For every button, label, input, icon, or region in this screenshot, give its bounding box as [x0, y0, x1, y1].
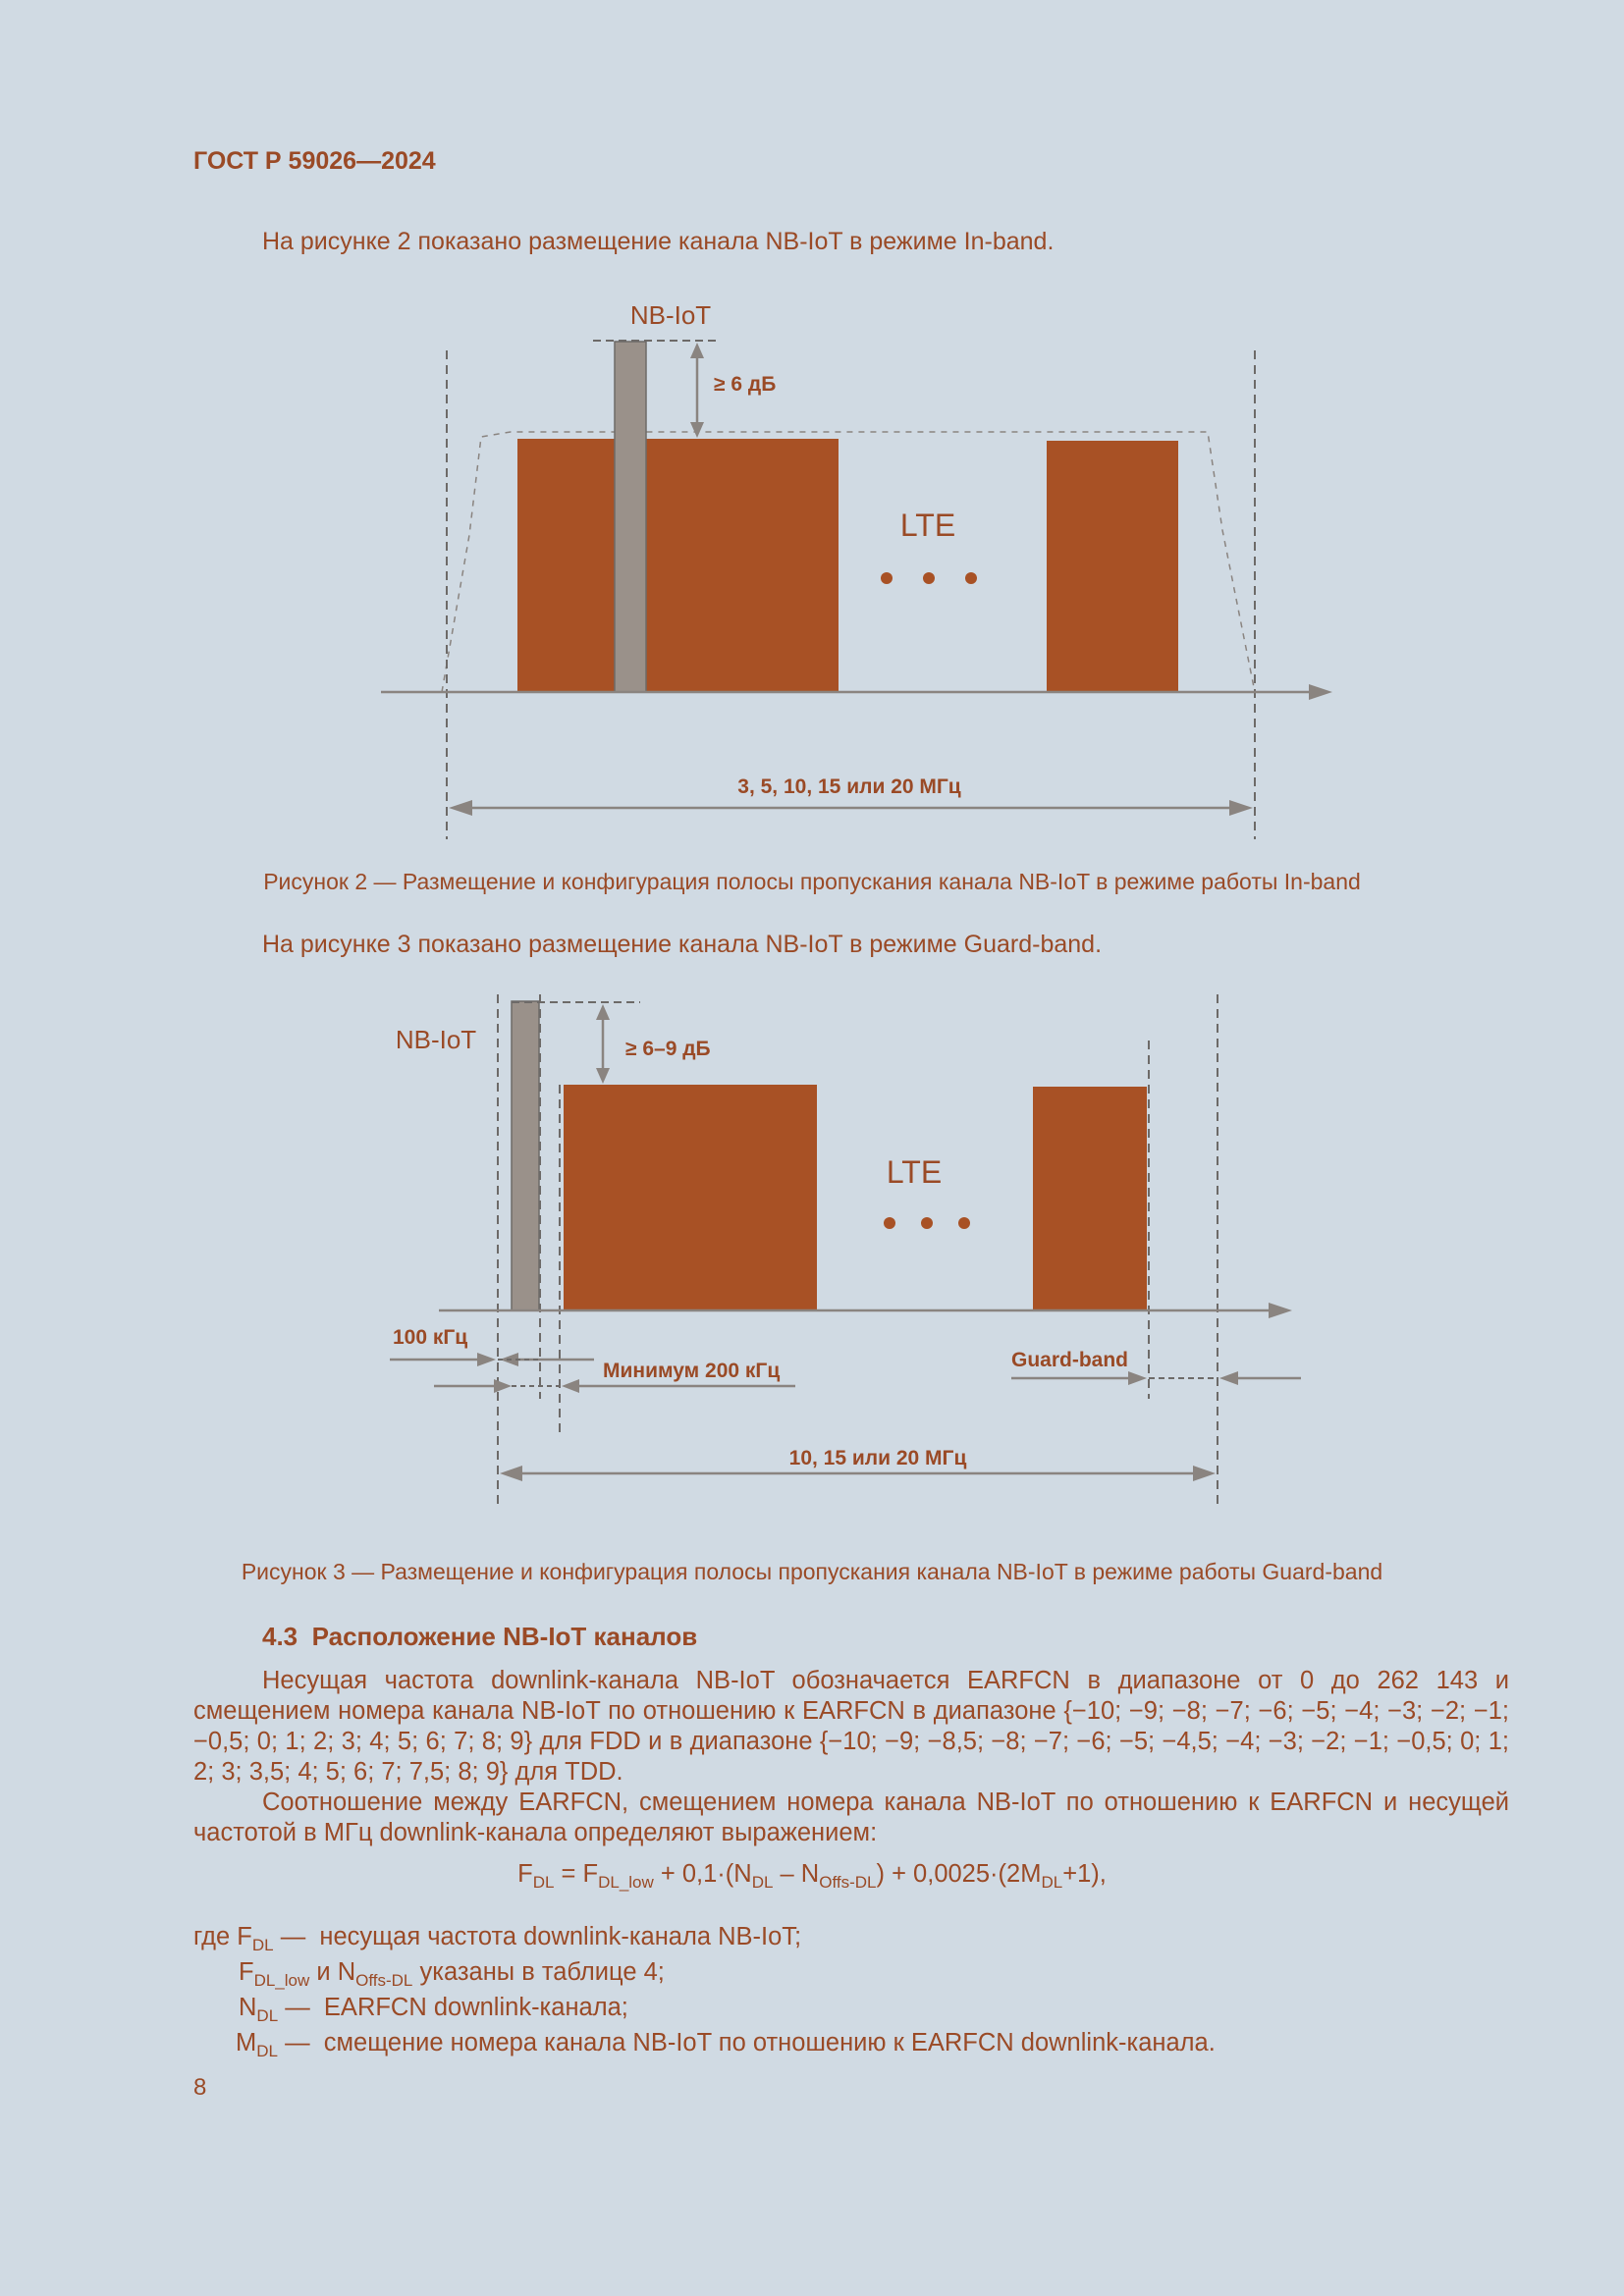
min-spacing-label: Минимум 200 кГц [603, 1360, 781, 1382]
margin-arrow-down [596, 1068, 610, 1084]
lte-label: LTE [899, 507, 956, 543]
dot [881, 572, 893, 584]
section-title: Расположение NB-IoT каналов [311, 1622, 698, 1651]
intro-figure-3: На рисунке 3 показано размещение канала NB-IoT в режиме Guard-band. [262, 931, 1103, 958]
body-text [193, 1666, 1509, 1848]
dot [923, 572, 935, 584]
formula-legend [193, 1919, 1216, 2060]
margin-arrow-up [596, 1004, 610, 1020]
legend-row: $F_{DL\_low}$ и $N_{Offs-DL}$ указаны в таблице 4; [239, 1958, 665, 1990]
legend-row: где $F_{DL}$ — несущая частота downlink-канала NB-IoT; [193, 1923, 802, 1954]
lte-block-left [517, 439, 839, 692]
guard-band-label: Guard-band [1011, 1349, 1128, 1371]
axis-arrowhead [1309, 684, 1332, 700]
margin-arrow-up [690, 343, 704, 358]
section-heading [262, 1622, 697, 1652]
paragraph: Соотношение между EARFCN, смещением номера канала NB-IoT по отношению к EARFCN и несущей частотой в МГц downlink-канала определяют выражением: [193, 1789, 1509, 1846]
nbiot-label: NB-IoT [629, 300, 712, 330]
figure-3-diagram [0, 982, 1624, 1526]
nbiot-label: NB-IoT [395, 1025, 477, 1054]
bandwidth-label: 3, 5, 10, 15 или 20 МГц [737, 775, 961, 798]
nbiot-block [615, 342, 646, 692]
legend-row: $M_{DL}$ — смещение номера канала NB-IoT по отношению к EARFCN downlink-канала. [236, 2029, 1216, 2060]
page-number: 8 [193, 2074, 207, 2101]
document-header: ГОСТ Р 59026—2024 [193, 147, 436, 175]
offset-label: 100 кГц [393, 1326, 468, 1349]
margin-arrow-down [690, 422, 704, 438]
lte-block-left [564, 1085, 817, 1310]
axis-arrowhead [1269, 1303, 1292, 1318]
bandwidth-label: 10, 15 или 20 МГц [788, 1447, 967, 1469]
lte-block-right [1047, 441, 1178, 692]
lte-label: LTE [886, 1154, 943, 1190]
figure-2-caption: Рисунок 2 — Размещение и конфигурация полосы пропускания канала NB-IoT в режиме работы In-band [263, 869, 1361, 894]
margin-label: ≥ 6 дБ [714, 373, 777, 396]
intro-figure-2: На рисунке 2 показано размещение канала NB-IoT в режиме In-band. [262, 228, 1055, 255]
lte-block-right [1033, 1087, 1147, 1310]
nbiot-block [512, 1001, 539, 1310]
legend-row: $N_{DL}$ — EARFCN downlink-канала; [239, 1994, 628, 2025]
section-number: 4.3 [262, 1622, 298, 1651]
formula: $F_{DL} = F_{DL\_low} + 0,1\cdot(N_{DL} - N_{Offs-DL}) + 0,0025\cdot(2M_{DL}+1)$, [517, 1860, 1107, 1892]
paragraph: Несущая частота downlink-канала NB-IoT обозначается EARFCN в диапазоне от 0 до 262 143 и смещением номера канала NB-IoT по отношению к EARFCN в диапазоне {−10; −9; −8; −7; −6; −5; −4; −3; −2; −1; −0,5; 0; 1; 2; 3; 4; 5; 6; 7; 8; 9} для FDD и в диапазоне {−10; −9; −8,5; −8; −7; −6; −5; −4,5; −4; −3; −2; −1; −0,5; 0; 1; 2; 3; 3,5; 4; 5; 6; 7; 7,5; 8; 9} для TDD. [193, 1667, 1509, 1786]
dot [965, 572, 977, 584]
figure-2-diagram [0, 294, 1624, 854]
margin-label: ≥ 6–9 дБ [625, 1038, 711, 1060]
figure-3-caption: Рисунок 3 — Размещение и конфигурация полосы пропускания канала NB-IoT в режиме работы Guard-band [241, 1559, 1383, 1584]
